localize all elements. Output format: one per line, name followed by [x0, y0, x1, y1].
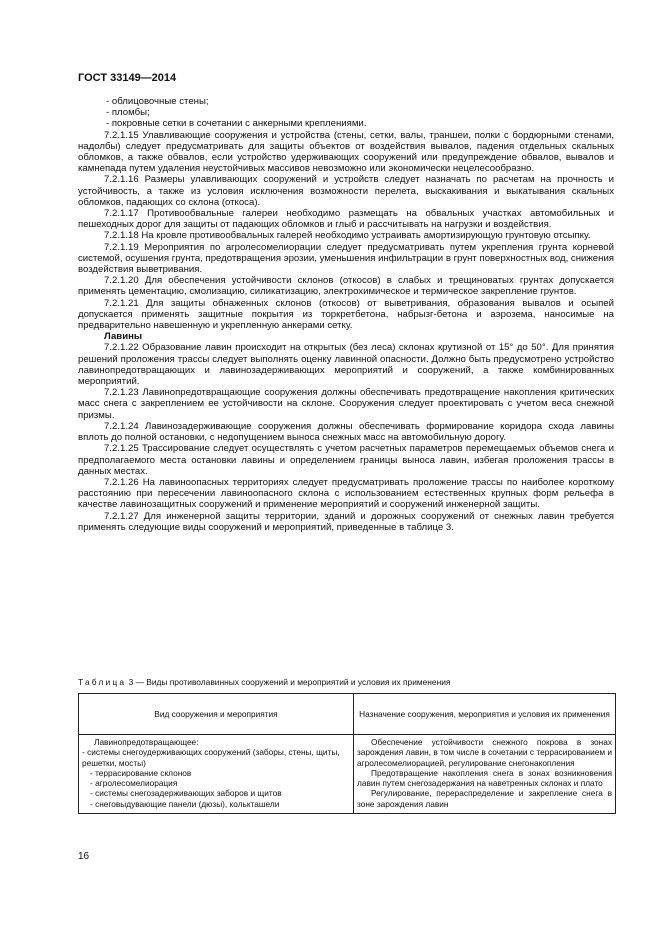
clause-7-2-1-23: 7.2.1.23 Лавинопредотвращающие сооружения должны обеспечивать предотвращение накопления критических масс снега с закреплением ее устойчивости на склоне. Сооружения следует проектировать с учетом веса снежной призмы. [78, 387, 614, 421]
table-header-row [79, 694, 616, 735]
clause-7-2-1-25: 7.2.1.25 Трассирование следует осуществлять с учетом расчетных параметров перемещаемых объемов снега и предполагаемого места остановки лавины и определением границы выноса лавин, избегая проложения трассы в данных местах. [78, 443, 614, 477]
table-header-purpose: Назначение сооружения, мероприятия и условия их применения [354, 694, 616, 735]
clause-7-2-1-24: 7.2.1.24 Лавинозадерживающие сооружения должны обеспечивать формирование коридора схода лавины вплоть до полной остановки, с недопущением выноса снежных масс на автомобильную дорогу. [78, 420, 614, 444]
table-row [79, 735, 616, 814]
table-caption [78, 677, 618, 687]
clause-7-2-1-17: 7.2.1.17 Противообвальные галереи необходимо размещать на обвальных участках автомобильных и пешеходных дорог для защиты от падающих обломков и глыб и рассчитывать на нагрузки и воздействия. [78, 208, 614, 231]
table-header-type: Вид сооружения и мероприятия [79, 694, 354, 735]
clause-7-2-1-15: 7.2.1.15 Улавливающие сооружения и устройства (стены, сетки, валы, траншеи, полки с бордюрными стенами, надолбы) следует предусматривать для защиты объектов от воздействия вывалов, падения отдельных скальных обломков, а также обвалов, если устройство удерживающих сооружений или предупреждение обвалов, вывалов и камнепада путем удаления неустойчивых массивов невозможно или экономически нецелесообразно. [78, 129, 614, 175]
page-number: 16 [78, 851, 90, 862]
clause-7-2-1-16: 7.2.1.16 Размеры улавливающих сооружений и устройств следует назначать по расчетам на прочность и устойчивость, а также из условия исключения возможности перелета, выскакивания и выкатывания скальных обломков, падающих со склона (откоса). [78, 174, 614, 208]
bullet-item: - облицовочные стены; [106, 96, 209, 107]
list-item: Регулирование, перераспределение и закрепление снега в зоне зарождения лавин [357, 788, 612, 809]
clause-7-2-1-19: 7.2.1.19 Мероприятия по агролесомелиорации следует предусматривать путем укрепления грунта корневой системой, осушения грунта, предотвращения эрозии, уменьшения инфильтрации в грунт поверхностных вод, снижения воздействия выветривания. [78, 241, 614, 276]
document-header: ГОСТ 33149—2014 [78, 72, 177, 84]
list-item: - снеговыдувающие панели (дюзы), колькташели [90, 798, 280, 809]
table-caption-label: Таблица [78, 677, 127, 687]
clause-7-2-1-20: 7.2.1.20 Для обеспечения устойчивости склонов (откосов) в слабых и трещиноватых грунтах допускается применять цементацию, смолизацию, силикатизацию, электрохимическое и термическое закрепление грунтов. [78, 275, 614, 298]
list-item: Предотвращение накопления снега в зонах возникновения лавин путем снегозадержания на наветренных склонах и плато [357, 767, 612, 789]
body-text [78, 96, 614, 533]
clause-7-2-1-21: 7.2.1.21 Для защиты обнаженных склонов (откосов) от выветривания, образования вывалов и осыпей допускается применять защитные покрытия из торкретбетона, набрызг-бетона и аэрозема, наносимые на предварительно навешенную и укрепленную анкерами сетку. [78, 297, 614, 332]
section-heading-avalanches: Лавины [104, 331, 143, 343]
list-item: - агролесомелиорация [90, 778, 178, 789]
avalanche-measures-table [78, 693, 616, 814]
list-item: - системы снегозадерживающих заборов и щитов [90, 788, 282, 799]
list-item: - системы снегоудерживающих сооружений (заборы, стены, щиты, решетки, мосты) [82, 747, 340, 768]
clause-7-2-1-22: 7.2.1.22 Образование лавин происходит на открытых (без леса) склонах крутизной от 15° до 50°. Для принятия решений проложения трассы следует выполнять оценку лавинной опасности. Должно быть предусмотрено устройство лавинопредотвращающих и лавинозадерживающих мероприятий и сооружений, а также комбинированных мероприятий. [78, 342, 614, 388]
list-item: Лавинопредотвращающее: [94, 737, 199, 747]
bullet-item: - пломбы; [106, 107, 150, 119]
table-cell-types [79, 735, 354, 814]
bullet-item: - покровные сетки в сочетании с анкерными креплениями. [106, 118, 367, 130]
clause-7-2-1-26: 7.2.1.26 На лавиноопасных территориях следует предусматривать проложение трассы по наиболее короткому расстоянию при пересечении лавиноопасного склона с использованием естественных крупных форм рельефа в качестве лавинозащитных сооружений и применение мероприятий и сооружений инженерной защиты. [78, 476, 614, 511]
table-caption-title: 3 — Виды противолавинных сооружений и мероприятий и условия их применения [128, 677, 451, 687]
clause-7-2-1-27: 7.2.1.27 Для инженерной защиты территории, зданий и дорожных сооружений от снежных лавин требуется применять следующие виды сооружений и мероприятий, приведенные в таблице 3. [78, 510, 614, 533]
table-cell-purposes [354, 735, 616, 814]
clause-7-2-1-18: 7.2.1.18 На кровле противообвальных галерей необходимо устраивать амортизирующую грунтовую отсыпку. [104, 230, 591, 242]
list-item: Обеспечение устойчивости снежного покрова в зонах зарождения лавин, в том числе в сочетании с террасированием и агролесомелиорацией, регулирование снегонакопления [357, 737, 612, 768]
list-item: - террасирование склонов [90, 767, 192, 778]
